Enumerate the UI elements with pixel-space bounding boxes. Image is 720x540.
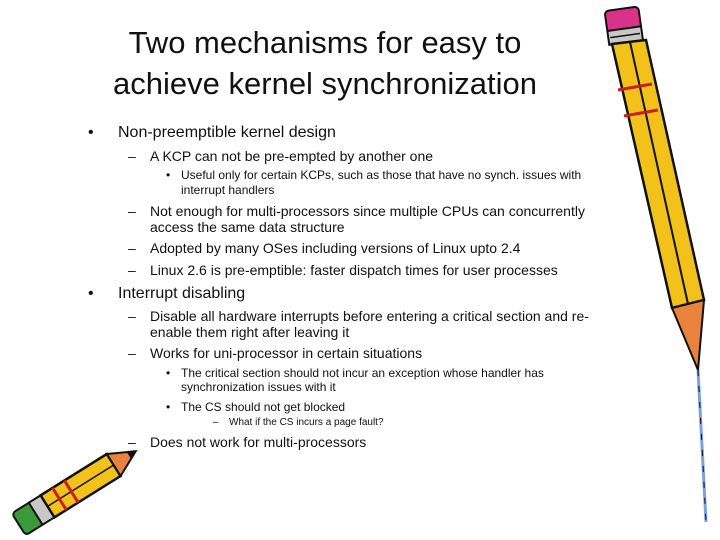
dash-marker: – xyxy=(128,345,136,361)
dash-marker: – xyxy=(213,417,219,428)
bullet-nonpreemptible: Non-preemptible kernel design xyxy=(118,124,336,141)
dash-marker: – xyxy=(128,240,136,256)
dash-marker: – xyxy=(128,262,136,278)
bullet-marker: • xyxy=(88,124,94,141)
sub-kcp-not-preempted: A KCP can not be pre-empted by another one xyxy=(150,148,434,164)
sub-linux-26: Linux 2.6 is pre-emptible: faster dispatch times for user processes xyxy=(150,262,558,278)
title-line-2: achieve kernel synchronization xyxy=(113,66,537,101)
pencil-icon xyxy=(0,428,150,536)
title-line-1: Two mechanisms for easy to xyxy=(128,25,522,60)
bullet-marker: • xyxy=(88,285,94,302)
tert-useful-only-line1: Useful only for certain KCPs, such as those that have no synch. issues with xyxy=(181,168,582,182)
slide-title xyxy=(60,22,590,104)
bullet-marker: • xyxy=(166,366,171,380)
sub-not-enough-line2: access the same data structure xyxy=(150,219,345,235)
quat-page-fault: What if the CS incurs a page fault? xyxy=(229,417,384,428)
bullet-marker: • xyxy=(166,400,171,414)
sub-disable-interrupts-line2: enable them right after leaving it xyxy=(150,324,350,340)
tert-cs-not-blocked: The CS should not get blocked xyxy=(181,400,346,414)
sub-adopted-by-many: Adopted by many OSes including versions of Linux upto 2.4 xyxy=(150,240,521,256)
sub-disable-interrupts-line1: Disable all hardware interrupts before entering a critical section and re- xyxy=(150,308,589,324)
dash-marker: – xyxy=(128,203,136,219)
pencil-icon xyxy=(588,0,720,530)
tert-useful-only-line2: interrupt handlers xyxy=(181,183,275,197)
bullet-interrupt-disabling: Interrupt disabling xyxy=(118,285,246,302)
sub-uni-processor: Works for uni-processor in certain situations xyxy=(150,345,423,361)
bullet-marker: • xyxy=(166,168,171,182)
sub-not-multi-processor: Does not work for multi-processors xyxy=(150,434,367,450)
dash-marker: – xyxy=(128,148,136,164)
dash-marker: – xyxy=(128,308,136,324)
sub-not-enough-line1: Not enough for multi-processors since multiple CPUs can concurrently xyxy=(150,203,585,219)
dash-marker: – xyxy=(128,434,136,450)
tert-critical-section-line1: The critical section should not incur an exception whose handler has xyxy=(181,366,544,380)
tert-critical-section-line2: synchronization issues with it xyxy=(181,380,336,394)
